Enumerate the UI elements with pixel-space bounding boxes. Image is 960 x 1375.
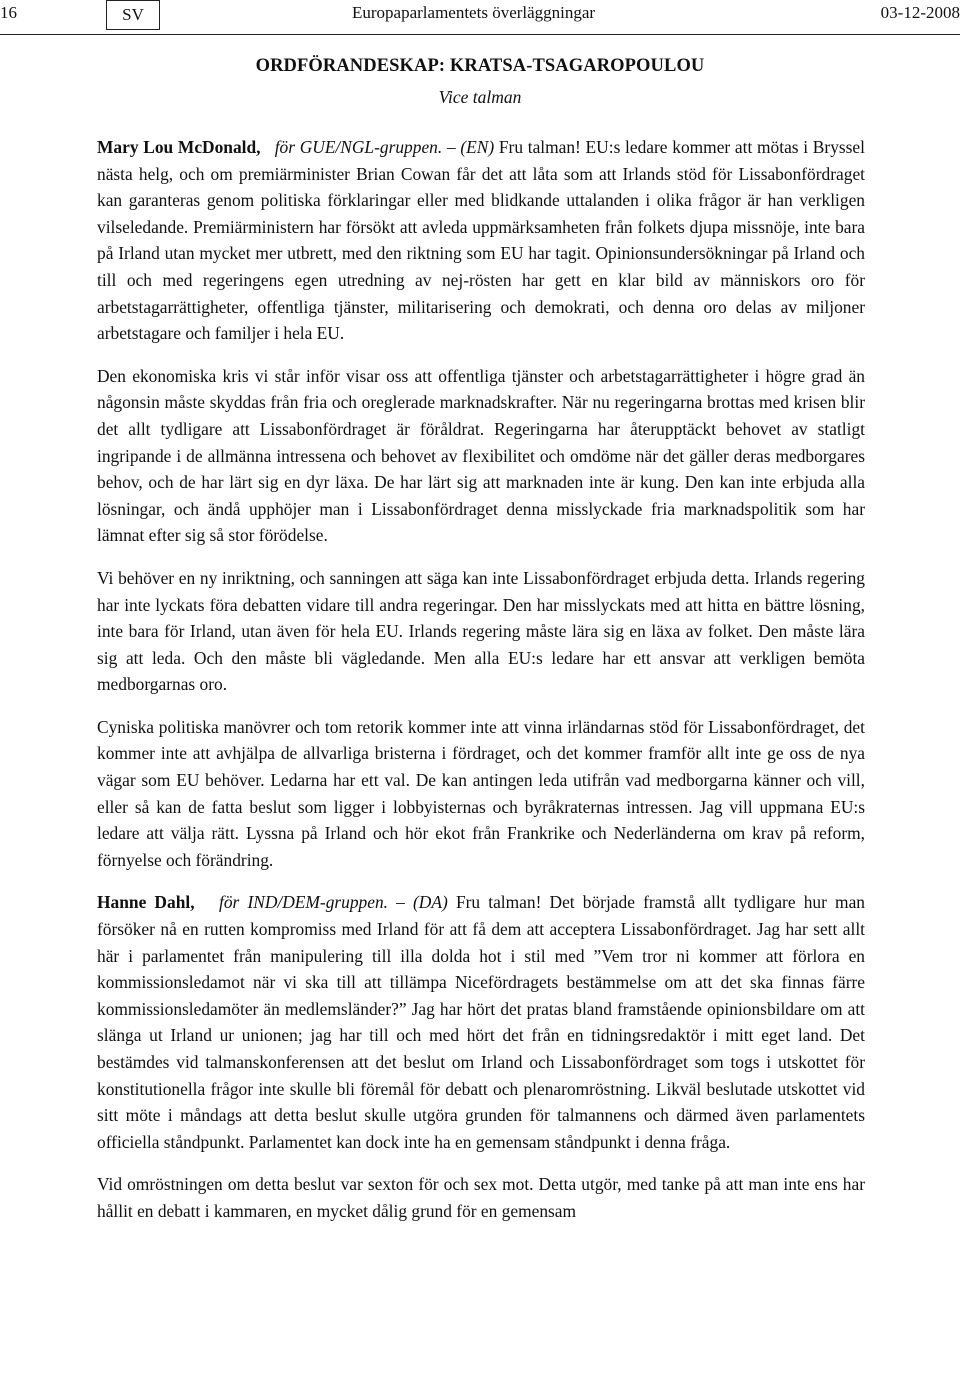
speaker-group: för GUE/NGL-gruppen. — [274, 137, 443, 157]
presidency-role: Vice talman — [438, 87, 522, 107]
speech-paragraph: Den ekonomiska kris vi står inför visar oss att offentliga tjänster och arbetstagarrättigheter i högre grad än någonsin måste skyddas från fria och oreglerade marknadskrafter. När nu regeringarna brottas med krisen blir det allt tydligare att Lissabonfördraget är föråldrat. Regeringarna har återupptäckt behovet av statligt ingripande i de allmänna intressena och behovet av flexibilitet och omdöme när det gäller deras medborgares behov, och de har lärt sig en dyr läxa. De har lärt sig att marknaden inte är kung. Den kan inte erbjuda alla lösningar, och ändå upphöjer man i Lissabonfördraget denna misslyckade fria marknadspolitik som har lämnat efter sig så stor förödelse. — [97, 365, 865, 546]
speaker-name: Hanne Dahl, — [97, 892, 195, 913]
dash-separator: – — [388, 892, 414, 913]
dash-separator: – — [442, 137, 461, 157]
paragraph-text: Fru talman! EU:s ledare kommer att mötas i Bryssel nästa helg, och om premiärminister Brian Cowan får det att låta som att Irlands stöd för Lissabonfördraget kan garanteras genom politiska förklaringar eller med blidkande uttalanden i olika frågor är han verkligen vilseledande. Premiärministern har försökt att avleda uppmärksamheten från folkets djupa missnöje, inte bara på Irland utan mycket mer utbrett, med den riktning som EU har tagit. Opinionsundersökningar på Irland och till och med regeringens egen utredning av nej-rösten har gett en klar bild av människors oro för arbetstagarrättigheter, offentliga tjänster, militarisering och demokrati, och denna oro delas av miljoner arbetstagare och familjer i hela EU. — [97, 137, 865, 344]
speech-paragraph: Vi behöver en ny inriktning, och sanningen att säga kan inte Lissabonfördraget erbjuda detta. Irlands regering har inte lyckats föra debatten vidare till andra regeringar. Den har misslyckats med att hitta en bättre lösning, inte bara för Irland, utan även för hela EU. Irlands regering måste lära sig en läxa av folket. Den måste lära sig att leda. Och den måste bli vägledande. Men alla EU:s ledare har ett ansvar att verkligen bemöta medborgarnas oro. — [97, 567, 865, 695]
speech-paragraph: Vid omröstningen om detta beslut var sexton för och sex mot. Detta utgör, med tanke på att man inte ens har hållit en debatt i kammaren, en mycket dålig grund för en gemensam — [97, 1174, 865, 1221]
speech-paragraph: Cyniska politiska manövrer och tom retorik kommer inte att vinna irländarnas stöd för Lissabonfördraget, det kommer inte att avhjälpa de allvarliga bristerna i fördraget, och det kommer framför allt inte ge oss de nya vägar som EU behöver. Ledarna har ett val. De kan antingen leda utifrån vad medborgarna känner och vill, eller så kan de fatta beslut som ligger i lobbyisternas och byråkraternas intressen. Jag vill uppmana EU:s ledare att välja rätt. Lyssna på Irland och hör ekot från Frankrike och Nederländerna om krav på reform, förnyelse och förändring. — [97, 716, 865, 870]
speech-paragraph — [97, 889, 865, 1155]
language-tag: (DA) — [413, 892, 448, 913]
publication-title: Europaparlamentets överläggningar — [352, 3, 596, 22]
speaker-group: för IND/DEM-gruppen. — [219, 892, 389, 913]
header-divider — [0, 34, 960, 35]
publication-date: 03-12-2008 — [880, 3, 960, 22]
speech-paragraph — [97, 134, 865, 347]
page-header — [0, 0, 960, 34]
debate-body — [97, 134, 865, 1241]
language-tag: (EN) — [460, 137, 495, 157]
page-number: 16 — [0, 3, 17, 22]
speaker-name: Mary Lou McDonald, — [97, 137, 261, 157]
language-code-box: SV — [106, 0, 160, 30]
presidency-heading: ORDFÖRANDESKAP: KRATSA-TSAGAROPOULOU — [255, 56, 705, 76]
paragraph-text: Fru talman! Det började framstå allt tydligare hur man försöker nå en rutten kompromiss med Irland för att få dem att acceptera Lissabonfördraget. Jag har sett allt här i parlamentet från manipulering till illa dolda hot i stil med ”Vem tror ni kommer att förlora en kommissionsledamot när vi ska till att tillämpa Nicefördragets bestämmelse om att det ska finnas färre kommissionsledamöter än medlemsländer?” Jag har hört det pratas bland framstående opinionsbildare om att slänga ut Irland ur unionen; jag har till och med hört det från en tidningsredaktör i mitt eget land. Det bestämdes vid talmanskonferensen att det beslut om Irland och Lissabonfördraget som togs i utskottet för konstitutionella frågor inte skulle bli föremål för debatt och plenaromröstning. Likväl beslutade utskottet vid sitt möte i måndags att detta beslut skulle utgöra grunden för talmannens och därmed även parlamentets officiella ståndpunkt. Parlamentet kan dock inte ha en gemensam ståndpunkt i denna fråga. — [97, 892, 865, 1152]
